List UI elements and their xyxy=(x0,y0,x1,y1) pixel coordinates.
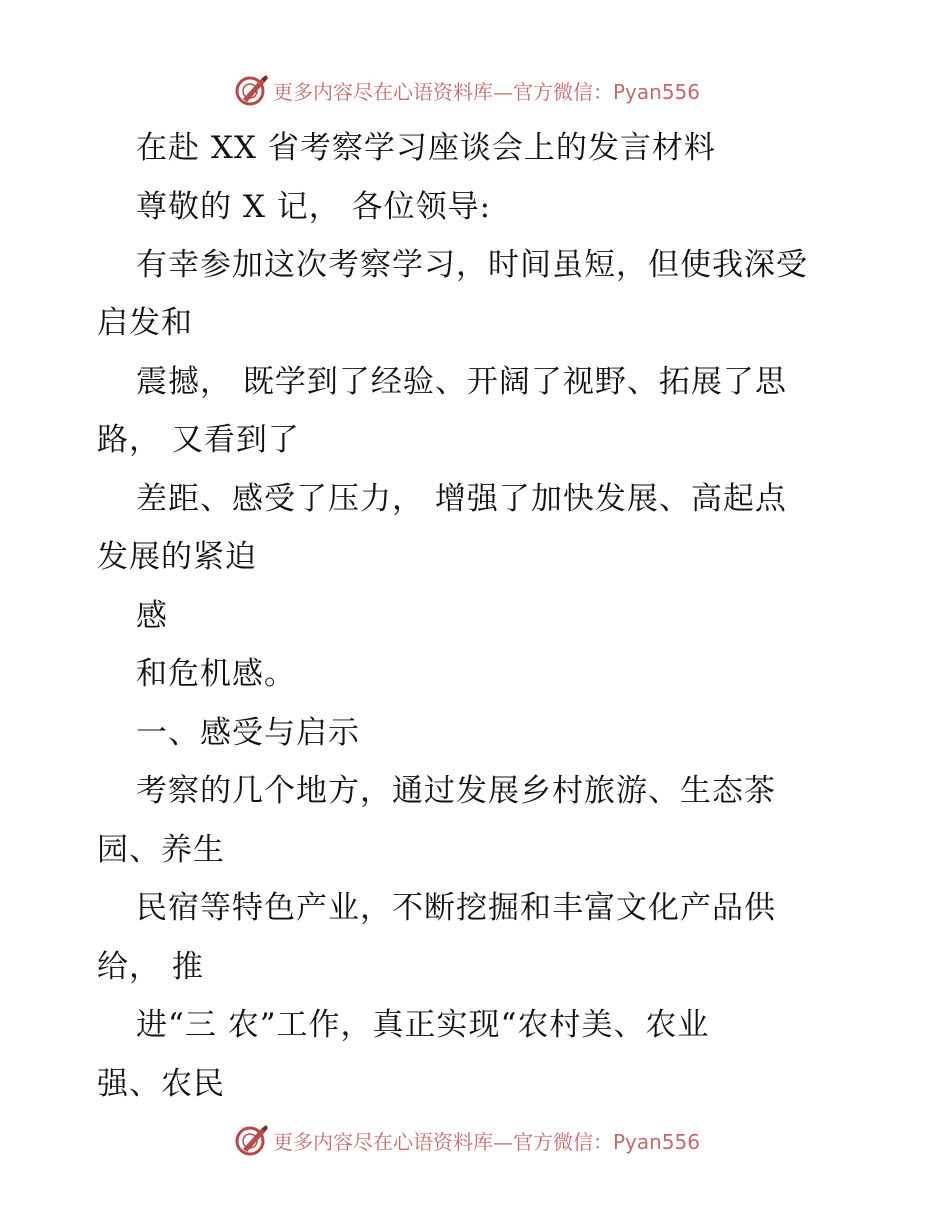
footer-banner xyxy=(235,1122,755,1158)
footer-wechat-account: Pyan556 xyxy=(613,1129,701,1154)
pen-circle-logo-icon xyxy=(235,73,269,107)
section-heading: 一、感受与启示 xyxy=(136,715,360,751)
paragraph-line: 园、养生 xyxy=(97,832,225,868)
footer-banner-text: 更多内容尽在心语资料库—官方微信：Pyan556 xyxy=(273,1129,701,1154)
paragraph-line: 发展的紧迫 xyxy=(97,539,257,575)
paragraph-line: 进“三 农”工作，真正实现“农村美、农业 xyxy=(136,1007,710,1043)
paragraph-line: 路， 又看到了 xyxy=(97,422,300,458)
paragraph-line: 民宿等特色产业，不断挖掘和丰富文化产品供 xyxy=(136,890,776,926)
header-banner-text: 更多内容尽在心语资料库—官方微信：Pyan556 xyxy=(273,79,701,104)
paragraph-line: 强、农民 xyxy=(97,1066,225,1102)
paragraph-line: 感 xyxy=(136,598,168,634)
header-wechat-account: Pyan556 xyxy=(613,79,701,104)
paragraph-line: 考察的几个地方，通过发展乡村旅游、生态茶 xyxy=(136,773,776,809)
paragraph-line: 启发和 xyxy=(97,305,193,341)
document-title: 在赴 XX 省考察学习座谈会上的发言材料 xyxy=(136,130,716,166)
paragraph-line: 有幸参加这次考察学习，时间虽短，但使我深受 xyxy=(136,247,808,283)
header-banner xyxy=(235,72,755,108)
paragraph-line: 震撼， 既学到了经验、开阔了视野、拓展了思 xyxy=(136,364,787,400)
pen-circle-logo-icon xyxy=(235,1123,269,1157)
salutation: 尊敬的 X 记， 各位领导: xyxy=(136,189,492,225)
paragraph-line: 给， 推 xyxy=(97,949,204,985)
paragraph-line: 和危机感。 xyxy=(136,656,296,692)
paragraph-line: 差距、感受了压力， 增强了加快发展、高起点 xyxy=(136,481,787,517)
